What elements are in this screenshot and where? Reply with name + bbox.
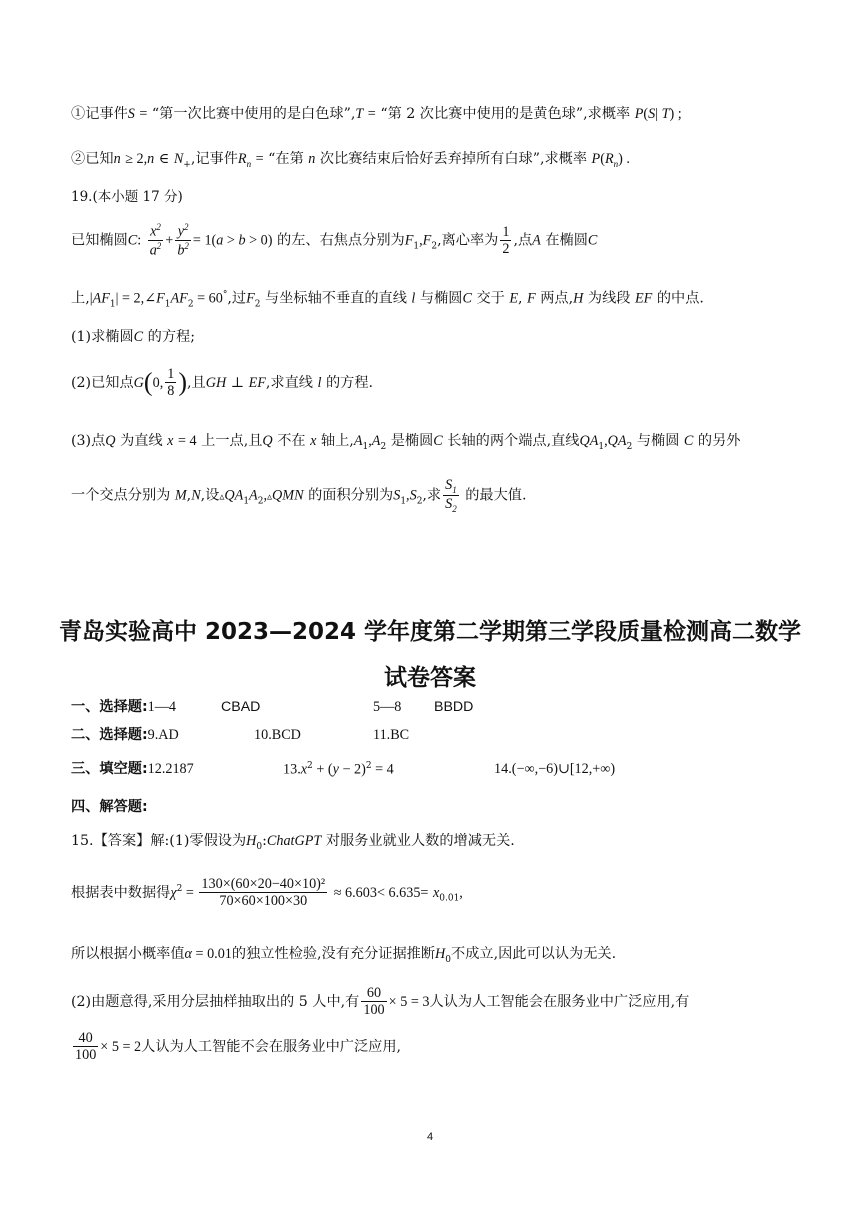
q15-line5: $\frac{40}{100}$ × 5 = 2人认为人工智能不会在服务业中广泛应用, bbox=[75, 1030, 402, 1064]
page-number: 4 bbox=[426, 1131, 434, 1143]
fraction-s1-s2: $\frac{S_1}{S_2}$ bbox=[445, 477, 457, 514]
fraction-60-100: $\frac{60}{100}$ bbox=[363, 985, 385, 1019]
q18-item2: ②已知n ≥ 2,n ∈ $N_+$,记事件$R_n$ = “在第 n 次比赛结束后恰好丢弃掉所有白球”,求概率 $P(R_n)$ . bbox=[71, 151, 630, 170]
q19-header: 19.(本小题 17 分) bbox=[71, 189, 183, 205]
q19-part2: (2)已知点G(0, $\frac{1}{8}$ ),且GH ⊥ EF,求直线 l 的方程. bbox=[71, 366, 374, 400]
q15-line3: 所以根据小概率值α = 0.01的独立性检验,没有充分证据推断$H_0$不成立,因此可以认为无关. bbox=[71, 946, 617, 965]
answers-section4: 四、解答题: bbox=[71, 799, 148, 815]
answers-section1: 一、选择题:1—4 CBAD 5—8 BBDD bbox=[71, 699, 474, 715]
q19-line2: 上$,|AF_1|$ = $2,\angle F_1AF_2 = 60^\circ$,过$F_2$ 与坐标轴不垂直的直线 l 与椭圆C 交于 E, F 两点,H 为线段 EF 的中点. bbox=[71, 290, 704, 310]
q19-part3: (3)点Q 为直线 x = 4 上一点,且Q 不在 x 轴上$,A_1,A_2$ 是椭圆C 长轴的两个端点,直线$QA_1,QA_2$ 与椭圆 C 的另外 bbox=[71, 433, 741, 452]
answers-section2: 二、选择题:9.AD 10.BCD 11.BC bbox=[71, 727, 410, 743]
answers-section3: 三、填空题:12.2187 $13.x^2 + (y - 2)^2 = 4$ 14.(−∞,−6)∪[12,+∞) bbox=[71, 761, 616, 778]
q15-line1: 15.【答案】解:(1)零假设为$H_0:ChatGPT$ 对服务业就业人数的增减无关. bbox=[71, 833, 515, 852]
q18-item1: ①记事件S = “第一次比赛中使用的是白色球”,T = “第 2 次比赛中使用的是黄色球”,求概率 P(S| T) ; bbox=[71, 106, 682, 122]
fraction-one-half: $\frac{1}{2}$ bbox=[502, 223, 510, 258]
fraction-one-eighth: $\frac{1}{8}$ bbox=[167, 366, 175, 400]
q19-line1: 已知椭圆C: $\frac{x^2}{a^2}$ + $\frac{y^2}{b^2}$ = 1(a > b > 0) 的左、右焦点分别为$F_1,F_2$,离心率为 $\frac{1}{2}$ ,点A 在椭圆C bbox=[71, 222, 598, 259]
page-title: 青岛实验高中 2023—2024 学年度第二学期第三学段质量检测高二数学 bbox=[58, 619, 802, 645]
fraction-y2-b2: $\frac{y^2}{b^2}$ bbox=[177, 222, 189, 259]
q19-part3-cont: 一个交点分别为 M,N,设$▵QA_1A_2,▵QMN$ 的面积分别为$S_1,S_2$,求 $\frac{S_1}{S_2}$ 的最大值. bbox=[71, 477, 527, 514]
fraction-40-100: $\frac{40}{100}$ bbox=[75, 1030, 97, 1064]
fraction-x2-a2: $\frac{x^2}{a^2}$ bbox=[149, 222, 162, 259]
q19-part1: (1)求椭圆C 的方程; bbox=[71, 329, 195, 345]
q15-line4: (2)由题意得,采用分层抽样抽取出的 5 人中,有 $\frac{60}{100}$ × 5 = 3人认为人工智能会在服务业中广泛应用,有 bbox=[71, 985, 690, 1019]
q15-chi-square: 根据表中数据得$\chi^2$ = $\frac{\text{130×(60×20−40×10)²}}{70\times 60\times 100\times 30}$ ≈ $6.603< 6.635= x_{0.01}$, bbox=[71, 876, 463, 910]
page-subtitle: 试卷答案 bbox=[384, 665, 476, 691]
fraction-chi-square: $\frac{\text{130×(60×20−40×10)²}}{70\times 60\times 100\times 30}$ bbox=[201, 876, 326, 910]
